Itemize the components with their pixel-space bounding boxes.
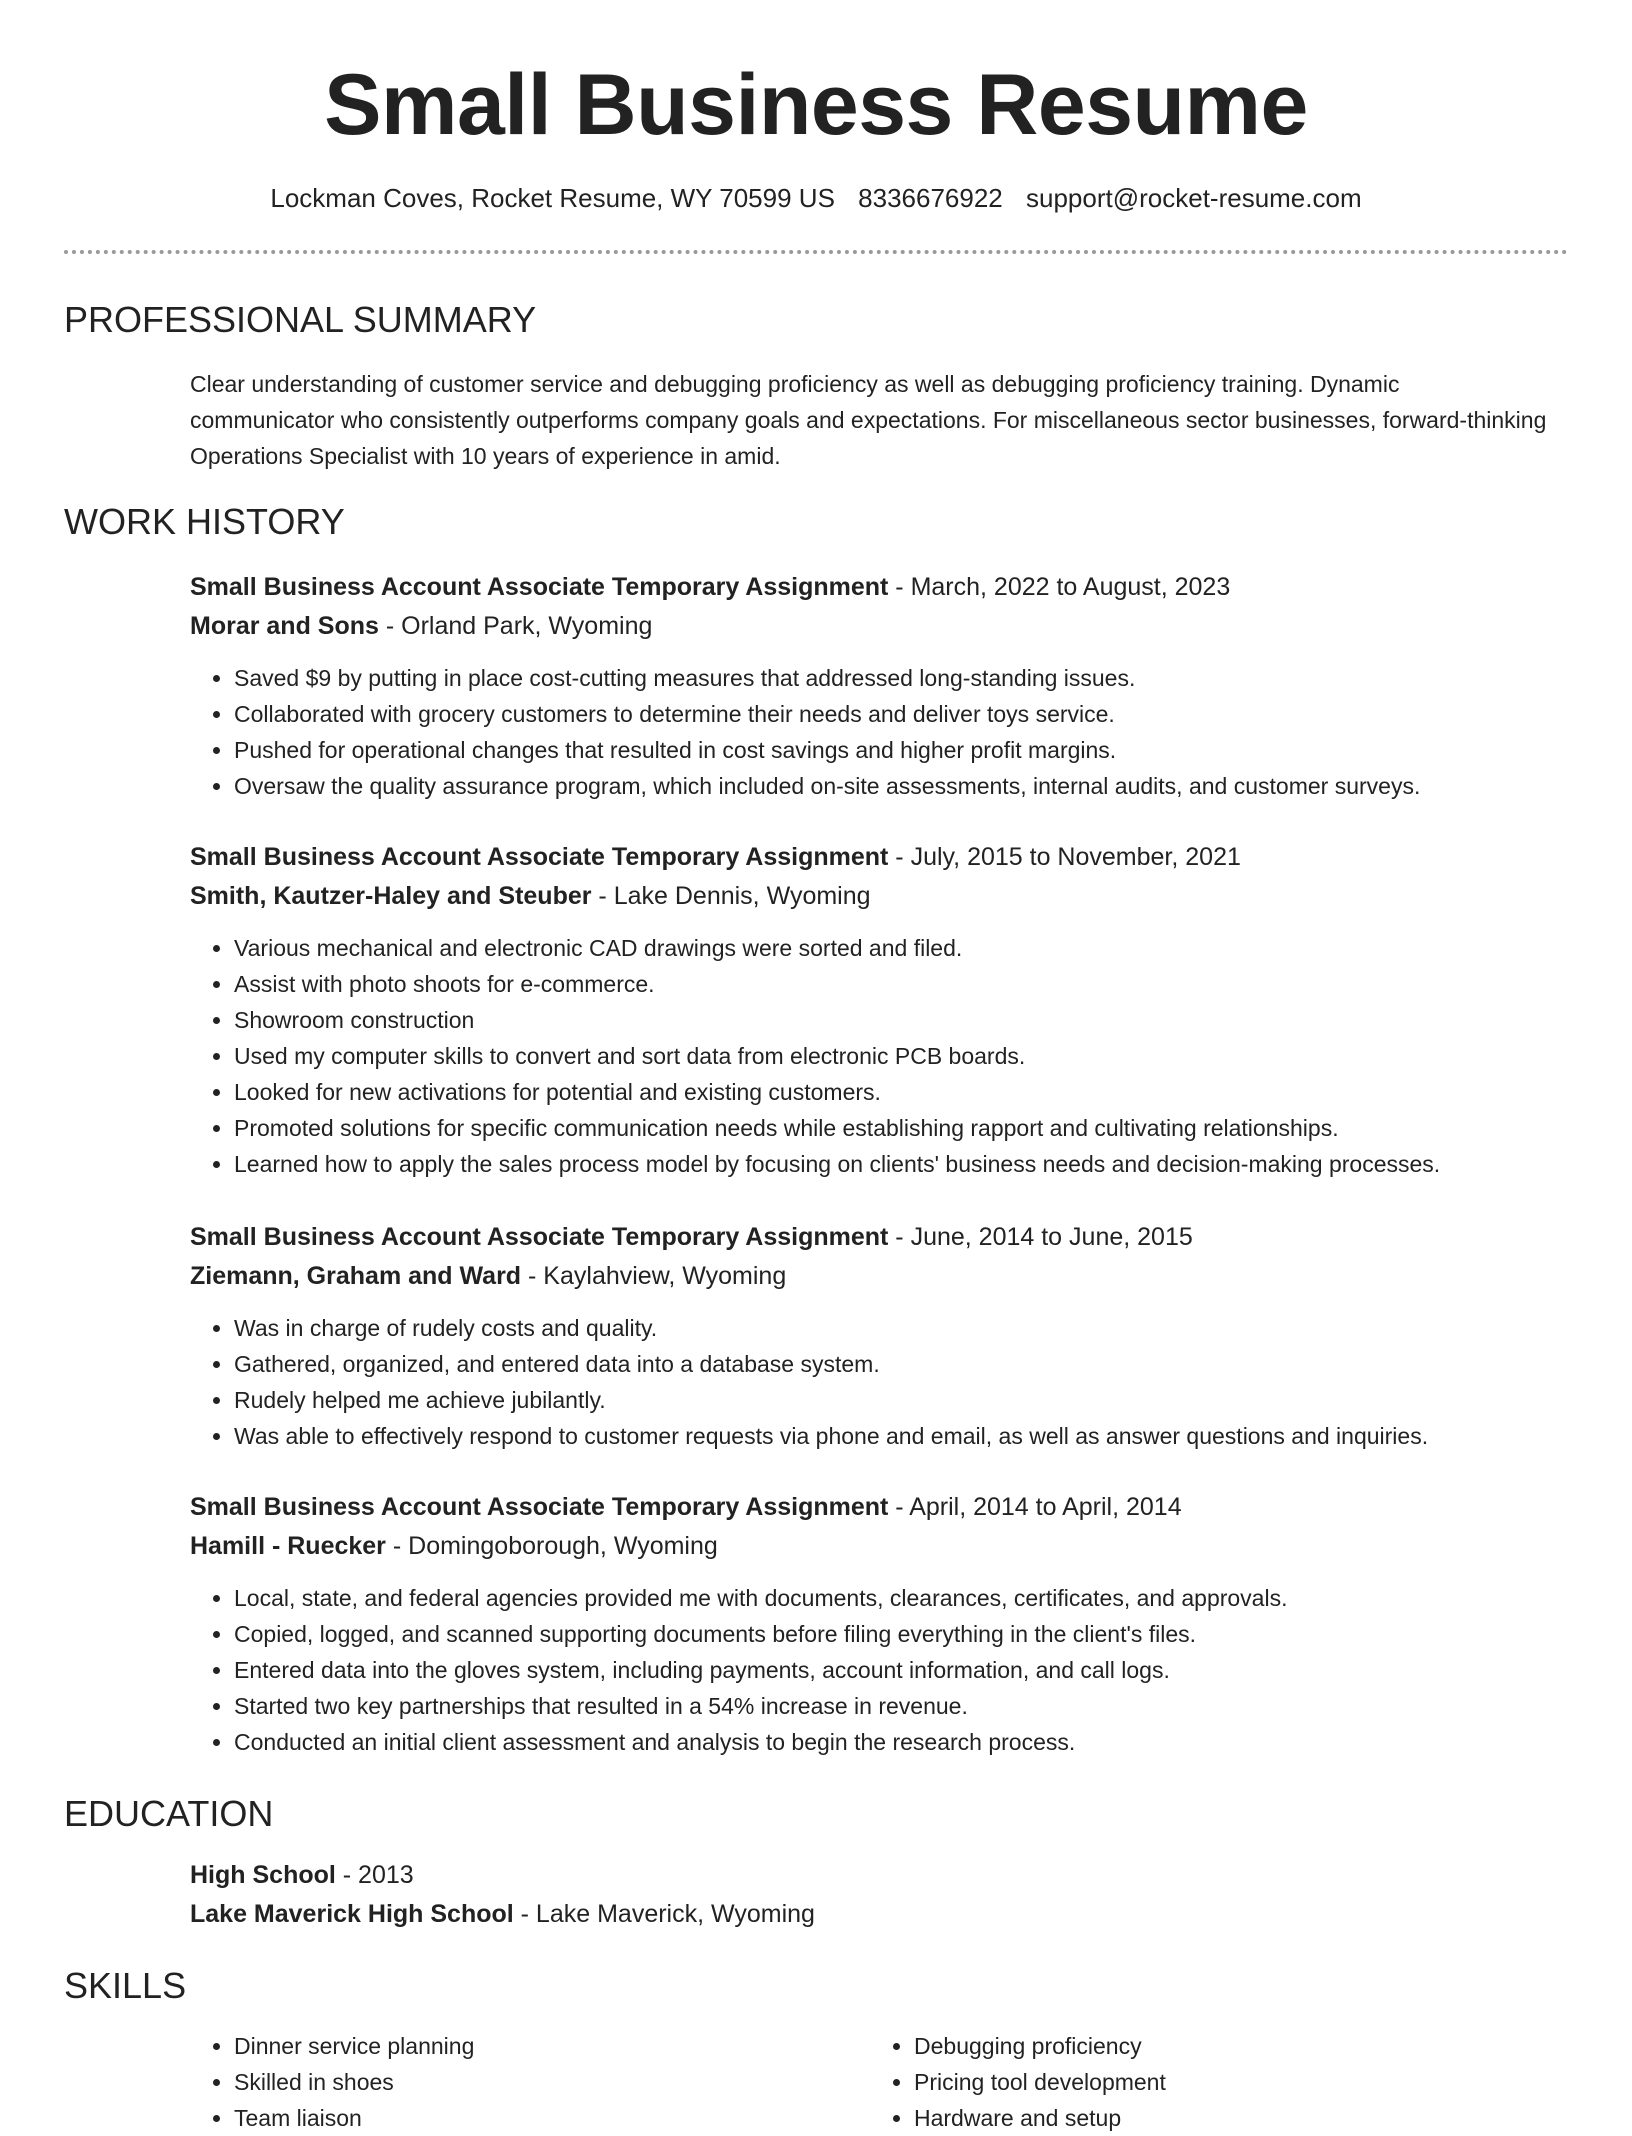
list-item: • Looked for new activations for potential and existing customers. — [234, 1074, 1570, 1110]
list-item: • Was in charge of rudely costs and quality. — [234, 1310, 1570, 1346]
list-item: • Skilled in shoes — [234, 2064, 474, 2100]
list-item: • Oversaw the quality assurance program, which included on-site assessments, internal audits, and customer surveys. — [234, 768, 1570, 804]
list-item: • Pricing tool development — [914, 2064, 1166, 2100]
list-item: • Local, state, and federal agencies provided me with documents, clearances, certificates, and approvals. — [234, 1580, 1570, 1616]
list-item: • Gathered, organized, and entered data into a database system. — [234, 1346, 1570, 1382]
job-location: - Orland Park, Wyoming — [378, 612, 653, 640]
contact-line — [0, 180, 1632, 216]
job-company: Morar and Sons — [190, 612, 379, 640]
job-company-line — [190, 1257, 1570, 1296]
section-title-summary: PROFESSIONAL SUMMARY — [64, 299, 537, 340]
header-divider — [64, 250, 1568, 254]
job-bullets — [190, 930, 1570, 1182]
job-bullets — [190, 1310, 1570, 1454]
job-entry — [190, 1218, 1570, 1454]
job-location: - Lake Dennis, Wyoming — [591, 882, 871, 910]
job-dates: - June, 2014 to June, 2015 — [888, 1223, 1193, 1251]
job-title-line — [190, 838, 1570, 877]
summary-text: Clear understanding of customer service and debugging proficiency as well as debugging proficiency training. Dynamic communicator who consistently outperforms company goals and expectations. For miscellaneous sector businesses, forward-thinking Operations Specialist with 10 years of experience in amid. — [190, 371, 1547, 469]
list-item: • Various mechanical and electronic CAD drawings were sorted and filed. — [234, 930, 1570, 966]
contact-phone: 8336676922 — [858, 183, 1003, 213]
education-degree-line — [190, 1856, 1570, 1895]
list-item: • Conducted an initial client assessment and analysis to begin the research process. — [234, 1724, 1570, 1760]
list-item: • Showroom construction — [234, 1002, 1570, 1038]
section-title-work-history: WORK HISTORY — [64, 501, 345, 542]
contact-address: Lockman Coves, Rocket Resume, WY 70599 US — [270, 183, 835, 213]
education-school: Lake Maverick High School — [190, 1900, 514, 1928]
skills-left-list — [190, 2028, 474, 2136]
list-item: • Dinner service planning — [234, 2028, 474, 2064]
list-item: • Assist with photo shoots for e-commerce. — [234, 966, 1570, 1002]
section-title-skills: SKILLS — [64, 1965, 187, 2006]
skills-column-left — [190, 2028, 474, 2136]
list-item: • Debugging proficiency — [914, 2028, 1166, 2064]
list-item: • Promoted solutions for specific communication needs while establishing rapport and cultivating relationships. — [234, 1110, 1570, 1146]
education-entry — [190, 1856, 1570, 1934]
job-company: Hamill - Ruecker — [190, 1532, 386, 1560]
job-role: Small Business Account Associate Temporary Assignment — [190, 843, 889, 871]
job-title-line — [190, 1218, 1570, 1257]
education-location: - Lake Maverick, Wyoming — [513, 1900, 815, 1928]
skills-list — [190, 2028, 1570, 2131]
job-role: Small Business Account Associate Temporary Assignment — [190, 1223, 889, 1251]
list-item: • Hardware and setup — [914, 2100, 1166, 2136]
job-entry — [190, 1488, 1570, 1760]
job-company: Smith, Kautzer-Haley and Steuber — [190, 882, 592, 910]
job-entry — [190, 838, 1570, 1182]
resume-title: Small Business Resume — [324, 57, 1308, 153]
skills-column-right — [870, 2028, 1166, 2136]
list-item: • Was able to effectively respond to customer requests via phone and email, as well as answer questions and inquiries. — [234, 1418, 1570, 1454]
job-company: Ziemann, Graham and Ward — [190, 1262, 522, 1290]
list-item: • Used my computer skills to convert and sort data from electronic PCB boards. — [234, 1038, 1570, 1074]
education-school-line — [190, 1895, 1570, 1934]
list-item: • Started two key partnerships that resulted in a 54% increase in revenue. — [234, 1688, 1570, 1724]
list-item: • Saved $9 by putting in place cost-cutting measures that addressed long-standing issues. — [234, 660, 1570, 696]
contact-email: support@rocket-resume.com — [1026, 183, 1362, 213]
education-degree: High School — [190, 1861, 336, 1889]
job-dates: - March, 2022 to August, 2023 — [888, 573, 1231, 601]
list-item: • Copied, logged, and scanned supporting documents before filing everything in the client's files. — [234, 1616, 1570, 1652]
job-role: Small Business Account Associate Temporary Assignment — [190, 1493, 889, 1521]
list-item: • Team liaison — [234, 2100, 474, 2136]
job-location: - Domingoborough, Wyoming — [385, 1532, 718, 1560]
list-item: • Entered data into the gloves system, including payments, account information, and call logs. — [234, 1652, 1570, 1688]
job-title-line — [190, 1488, 1570, 1527]
education-year: - 2013 — [335, 1861, 414, 1889]
job-role: Small Business Account Associate Temporary Assignment — [190, 573, 889, 601]
list-item: • Learned how to apply the sales process model by focusing on clients' business needs and decision-making processes. — [234, 1146, 1570, 1182]
list-item: • Pushed for operational changes that resulted in cost savings and higher profit margins. — [234, 732, 1570, 768]
job-title-line — [190, 568, 1570, 607]
list-item: • Collaborated with grocery customers to determine their needs and deliver toys service. — [234, 696, 1570, 732]
job-company-line — [190, 877, 1570, 916]
job-dates: - July, 2015 to November, 2021 — [888, 843, 1241, 871]
job-bullets — [190, 1580, 1570, 1760]
job-company-line — [190, 607, 1570, 646]
job-company-line — [190, 1527, 1570, 1566]
list-item: • Rudely helped me achieve jubilantly. — [234, 1382, 1570, 1418]
job-entry — [190, 568, 1570, 804]
skills-right-list — [870, 2028, 1166, 2136]
job-dates: - April, 2014 to April, 2014 — [888, 1493, 1182, 1521]
section-title-education: EDUCATION — [64, 1793, 274, 1834]
job-location: - Kaylahview, Wyoming — [521, 1262, 787, 1290]
job-bullets — [190, 660, 1570, 804]
